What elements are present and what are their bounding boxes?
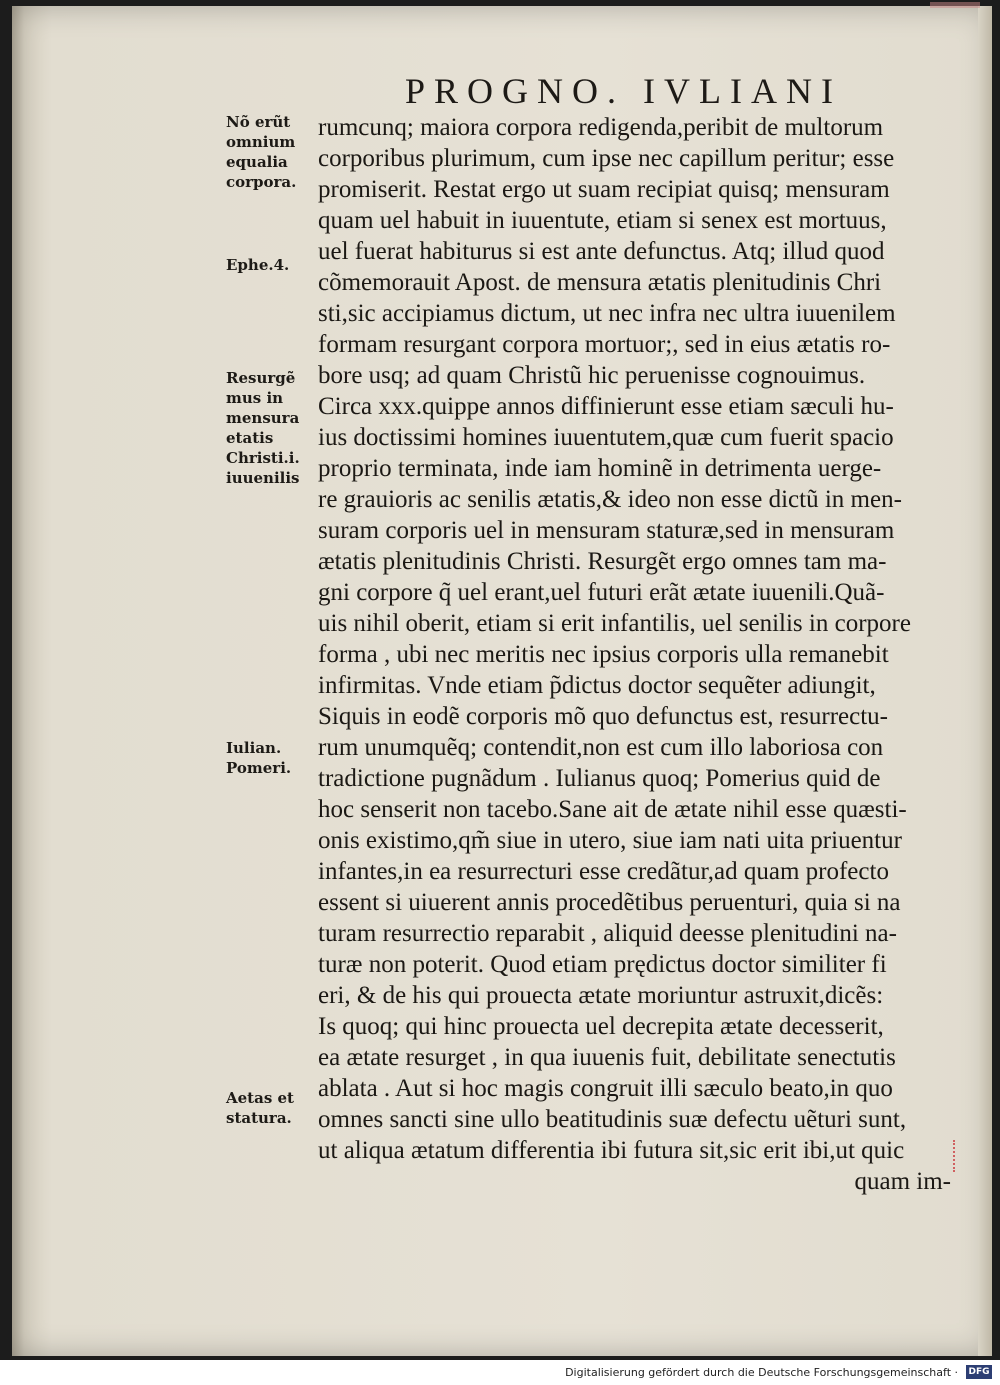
- text-line: re grauioris ac senilis ætatis,& ideo non esse dictũ in men-: [318, 486, 902, 513]
- marginal-note-5: [226, 1088, 316, 1128]
- marginal-line: Pomeri.: [226, 759, 292, 777]
- text-line: infirmitas. Vnde etiam p̃dictus doctor sequẽter adiungit,: [318, 672, 876, 699]
- text-line: onis existimo,qm̃ siue in utero, siue iam nati uita priuentur: [318, 827, 902, 854]
- text-line: promiserit. Restat ergo ut suam recipiat quisq; mensuram: [318, 176, 890, 203]
- marginal-line: Christi.i.: [226, 449, 300, 467]
- text-line: rumcunq; maiora corpora redigenda,peribit de multorum: [318, 114, 884, 141]
- red-margin-mark: [953, 1140, 960, 1172]
- text-line: quam uel habuit in iuuentute, etiam si senex est mortuus,: [318, 207, 887, 234]
- text-line: rum unumquẽq; contendit,non est cum illo laboriosa con: [318, 734, 884, 761]
- marginal-line: Ephe.4.: [226, 256, 290, 274]
- footer-bar: [0, 1360, 1000, 1385]
- text-line: essent si uiuerent annis procedẽtibus peruenturi, quia si na: [318, 889, 901, 916]
- text-line: uel fuerat habiturus si est ante defunctus. Atq; illud quod: [318, 238, 885, 265]
- text-line: hoc senserit non tacebo.Sane ait de ætate nihil esse quæsti-: [318, 796, 907, 823]
- text-line: ablata . Aut si hoc magis congruit illi sæculo beato,in quo: [318, 1075, 893, 1102]
- marginal-line: mus in: [226, 389, 284, 407]
- marginal-line: statura.: [226, 1109, 292, 1127]
- text-line: corporibus plurimum, cum ipse nec capillum peritur; esse: [318, 145, 895, 172]
- marginal-note-4: [226, 738, 316, 778]
- funding-notice: Digitalisierung gefördert durch die Deutsche Forschungsgemeinschaft ·: [565, 1366, 958, 1379]
- text-line: tradictione pugnãdum . Iulianus quoq; Pomerius quid de: [318, 765, 881, 792]
- text-line: infantes,in ea resurrecturi esse credãtur,ad quam profecto: [318, 858, 889, 885]
- marginal-line: corpora.: [226, 173, 297, 191]
- text-line: Circa xxx.quippe annos diffinierunt esse etiam sæculi hu-: [318, 393, 894, 420]
- running-head: PROGNO. IVLIANI: [405, 71, 842, 111]
- text-line: ætatis plenitudinis Christi. Resurgẽt ergo omnes tam ma-: [318, 548, 887, 575]
- marginal-note-1: [226, 112, 316, 192]
- marginal-line: iuuenilis: [226, 469, 300, 487]
- page-edge: [978, 6, 992, 1356]
- text-line: omnes sancti sine ullo beatitudinis suæ defectu uẽturi sunt,: [318, 1106, 907, 1133]
- text-line: uis nihil oberit, etiam si erit infantilis, uel senilis in corpore: [318, 610, 911, 637]
- text-line: sti,sic accipiamus dictum, ut nec infra nec ultra iuuenilem: [318, 300, 896, 327]
- body-text: [318, 112, 973, 1197]
- text-line: eri, & de his qui prouecta ætate moriuntur astruxit,dicẽs:: [318, 982, 884, 1009]
- catchword: quam im-: [854, 1168, 951, 1195]
- text-line: gni corpore q̃ uel erant,uel futuri erãt ætate iuuenili.Quã-: [318, 579, 885, 606]
- text-line: ut aliqua ætatum differentia ibi futura sit,sic erit ibi,ut quic: [318, 1137, 905, 1164]
- text-line: turæ non poterit. Quod etiam prędictus doctor similiter fi: [318, 951, 887, 978]
- dfg-logo-icon: DFG: [966, 1365, 992, 1379]
- text-line: forma , ubi nec meritis nec ipsius corporis ulla remanebit: [318, 641, 889, 668]
- marginal-line: equalia: [226, 153, 288, 171]
- text-line: ea ætate resurget , in qua iuuenis fuit, debilitate senectutis: [318, 1044, 896, 1071]
- marginal-line: Nõ erũt: [226, 113, 291, 131]
- text-line: Siquis in eodẽ corporis mõ quo defunctus est, resurrectu-: [318, 703, 889, 730]
- text-line: ius doctissimi homines iuuentutem,quæ cum fuerit spacio: [318, 424, 894, 451]
- text-line: cõmemorauit Apost. de mensura ætatis plenitudinis Chri: [318, 269, 882, 296]
- marginal-line: omnium: [226, 133, 296, 151]
- marginal-line: etatis: [226, 429, 274, 447]
- marginal-note-3: [226, 368, 316, 488]
- marginal-line: Aetas et: [226, 1089, 294, 1107]
- scan-color-mark: [930, 2, 980, 8]
- text-line: suram corporis uel in mensuram staturæ,sed in mensuram: [318, 517, 895, 544]
- text-line: formam resurgant corpora mortuor;, sed in eius ætatis ro-: [318, 331, 891, 358]
- marginal-line: Resurgẽ: [226, 369, 296, 387]
- text-line: Is quoq; qui hinc prouecta uel decrepita ætate decesserit,: [318, 1013, 884, 1040]
- text-line: bore usq; ad quam Christũ hic peruenisse cognouimus.: [318, 362, 866, 389]
- marginal-line: mensura: [226, 409, 300, 427]
- text-line: proprio terminata, inde iam hominẽ in detrimenta uerge-: [318, 455, 882, 482]
- text-line: turam resurrectio reparabit , aliquid deesse plenitudini na-: [318, 920, 897, 947]
- marginal-line: Iulian.: [226, 739, 282, 757]
- marginal-note-2: [226, 255, 316, 275]
